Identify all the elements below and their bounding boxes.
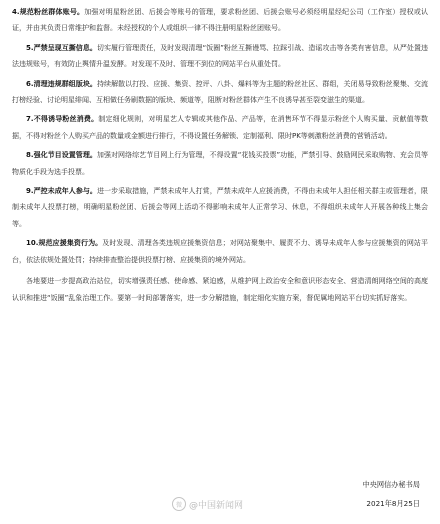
item-body: 加强对明星粉丝团、后援会等账号的管理，要求粉丝团、后援会账号必须经明星经纪公司（工作室）授权或认证，并由其负责日常维护和监督。未经授权的个人或组织一律不得注册明星粉丝团账号。	[12, 8, 429, 33]
item-number: 7.	[26, 115, 34, 124]
item-body: 切实履行管理责任，及时发现清理“饭圈”粉丝互撕谩骂、拉踩引战、造谣攻击等各类有害信息，从严处置违法违规账号，有效防止舆情升温发酵。对发现不及时、管理不到位的网站平台从重处罚。	[12, 43, 428, 69]
item-number: 8.	[26, 151, 34, 160]
item-heading: 强化节目设置管理。	[33, 151, 97, 160]
item-heading: 严控未成年人参与。	[33, 187, 97, 196]
item-heading: 清理违规群组版块。	[33, 79, 97, 88]
item-6	[12, 76, 428, 109]
watermark-text: @中国新闻网	[189, 500, 244, 511]
item-5	[12, 40, 428, 73]
item-4	[12, 4, 428, 37]
item-number: 5.	[26, 43, 34, 52]
item-body: 持续解散以打投、应援、集资、控评、八卦、爆料等为主题的粉丝社区、群组，关闭易导致粉丝聚集、交流打榜经验、讨论明星绯闻、互相做任务刷数据的版块、频道等，阻断对粉丝群体产生不良诱导甚至裂变滋生的渠道。	[12, 79, 429, 105]
item-heading: 严禁呈现互撕信息。	[33, 43, 97, 52]
item-number: 9.	[26, 187, 34, 196]
item-body: 及时发现、清理各类违规应援集资信息；对网站聚集中、履责不力、诱导未成年人参与应援集资的网站平台，依法依规处置处罚；持续排查整治提供投票打榜、应援集资的境外网站。	[12, 239, 429, 264]
item-number: 10.	[26, 239, 39, 248]
item-body: 加强对网络综艺节目网上行为管理，不得设置“花钱买投票”功能，严禁引导、鼓励网民采取购物、充会员等物质化手段为选手投票。	[12, 151, 428, 176]
item-9	[12, 183, 428, 232]
weibo-logo-icon: 微	[172, 497, 186, 511]
watermark	[172, 497, 243, 511]
item-heading: 规范应援集资行为。	[38, 239, 103, 248]
item-7	[12, 111, 428, 144]
item-8	[12, 147, 428, 180]
issuing-organization: 中央网信办秘书局	[362, 480, 420, 489]
item-heading: 不得诱导粉丝消费。	[33, 115, 99, 124]
issue-date: 2021年8月25日	[366, 499, 420, 508]
item-body: 进一步采取措施，严禁未成年人打赏，严禁未成年人应援消费，不得由未成年人担任相关群主或管理者，限制未成年人投票打榜，明确明星粉丝团、后援会等网上活动不得影响未成年人正常学习、休息，不得组织未成年人开展各种线上集会等。	[12, 187, 429, 228]
item-number: 4.	[12, 8, 20, 16]
item-body: 制定细化规则，对明星艺人专辑或其他作品、产品等，在消售环节不得显示粉丝个人购买量、贡献值等数据，不得对粉丝个人购买产品的数量或金额进行排行，不得设置任务解锁、定制福利、限时PK等刺激粉丝消费的营销活动。	[12, 115, 429, 140]
closing-paragraph: 各地要进一步提高政治站位，切实增强责任感、使命感、紧迫感，从维护网上政治安全和意识形态安全、营造清朗网络空间的高度认识和推进“饭圈”乱象治理工作。要第一时间部署落实，进一步分解措施，制定细化实施方案，督促属地网站平台切实抓好落实。	[12, 277, 428, 302]
item-number: 6.	[26, 79, 34, 88]
item-10	[12, 235, 428, 268]
item-heading: 规范粉丝群体账号。	[19, 8, 85, 16]
